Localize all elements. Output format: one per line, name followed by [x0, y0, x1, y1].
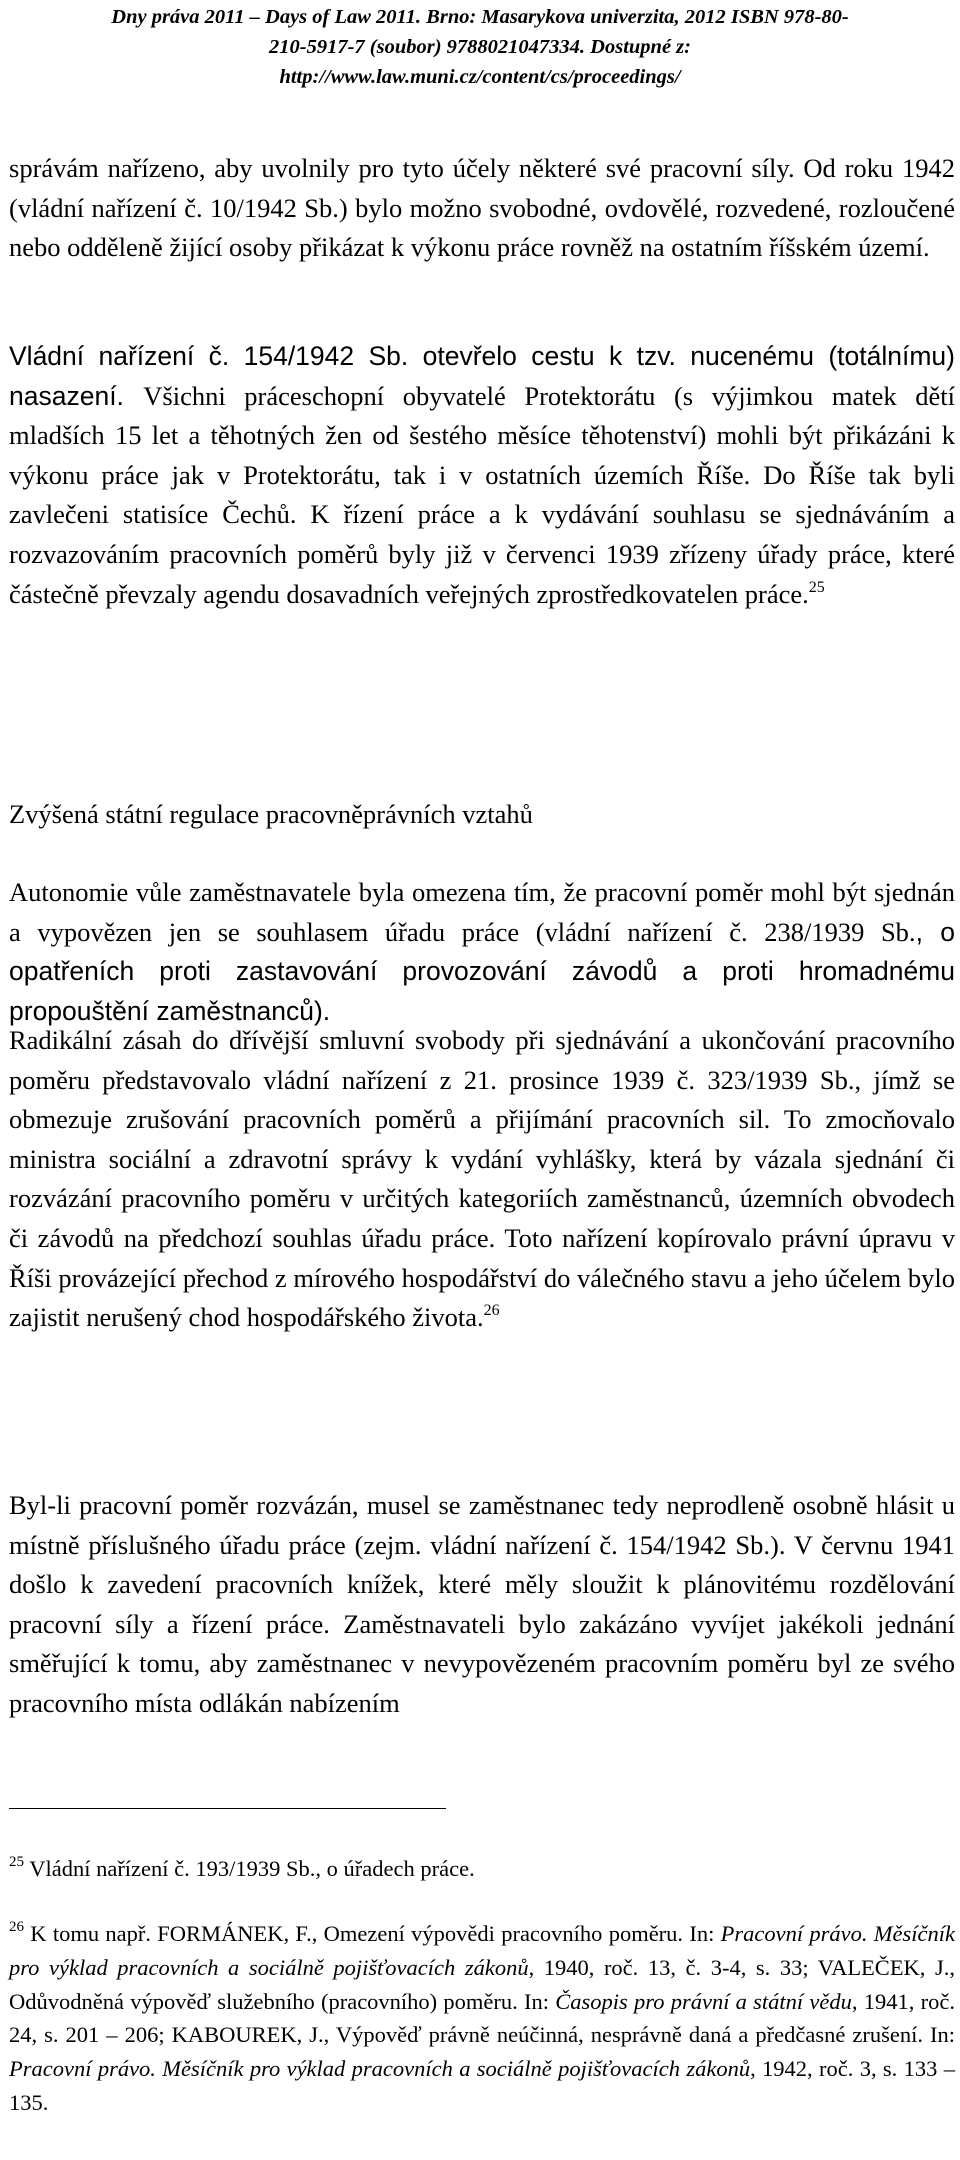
footnote-26-journal-2: Časopis pro právní a státní vědu	[555, 1988, 852, 2014]
section-heading	[9, 795, 955, 835]
footnote-26-part-g: , 1942, roč. 3, s. 133 – 135.	[9, 2056, 955, 2115]
section-heading-text: Zvýšená státní regulace pracovněprávních vztahů	[9, 799, 533, 829]
citation-line-1: Dny práva 2011 – Days of Law 2011. Brno: Masarykova univerzita, 2012 ISBN 978-80-	[111, 6, 849, 28]
paragraph-4-lead: Radikální zásah do dřívější smluvní svobody při sjednávání a ukončování pracovního poměru představovalo vládní nařízení z 21. prosince 1939 č. 323/1939 Sb.	[9, 1025, 955, 1095]
paragraph-3-text	[9, 873, 955, 1031]
footnote-26-part-c: , 1940, roč. 13, č. 3-4, s. 33; VALEČEK, J., Odůvodněná výpověď služebního (pracovního) poměru. In:	[9, 1954, 955, 2014]
citation-line-3: http://www.law.muni.cz/content/cs/proceedings/	[279, 66, 681, 88]
footnote-26-journal-1: Pracovní právo. Měsíčník pro výklad pracovních a sociálně pojišťovacích zákonů	[9, 1921, 955, 1980]
paragraph-2-lead: Vládní nařízení č. 154/1942 Sb. otevřelo cestu k tzv. nucenému (totálnímu) nasazení.	[9, 341, 955, 411]
paragraph-3	[9, 873, 955, 1031]
paragraph-1	[9, 149, 955, 268]
paragraph-5-text: Byl-li pracovní poměr rozvázán, musel se zaměstnanec tedy neprodleně osobně hlásit u místně příslušného úřadu práce (zejm. vládní nařízení č. 154/1942 Sb.). V červnu 1941 došlo k zavedení pracovních knížek, které měly sloužit k plánovitému rozdělování pracovní síly a řízení práce. Zaměstnavateli bylo zakázáno vyvíjet jakékoli jednání směřující k tomu, aby zaměstnanec v nevypovězeném pracovním poměru byl ze svého pracovního místa odlákán nabízením	[9, 1490, 955, 1718]
footnote-ref-25: 25	[808, 578, 825, 596]
footnote-26-journal-3: Pracovní právo. Měsíčník pro výklad pracovních a sociálně pojišťovacích zákonů	[9, 2056, 751, 2082]
footnote-26-part-e: , 1941, roč. 24, s. 201 – 206; KABOUREK, J., Výpověď právně neúčinná, nesprávně daná a předčasné zrušení. In:	[9, 1988, 955, 2048]
footnote-26	[9, 1917, 955, 2120]
paragraph-4	[9, 1021, 955, 1338]
paragraph-4-rest: , jímž se obmezuje zrušování pracovních poměrů a přijímání pracovních sil. To zmocňovalo ministra sociální a zdravotní správy k vydání vyhlášky, která by vázala sjednání či rozvázání pracovního poměru v určitých kategoriích zaměstnanců, územních obvodech či závodů na předchozí souhlas úřadu práce. Toto nařízení kopírovalo právní úpravu v Říši provázející přechod z mírového hospodářství do válečného stavu a jeho účelem bylo zajistit nerušený chod hospodářského života.	[9, 1064, 955, 1333]
footnote-25	[9, 1852, 955, 1886]
footnote-25-number: 25	[9, 1854, 24, 1870]
paragraph-3-lead: Autonomie vůle zaměstnavatele byla omezena tím, že pracovní poměr mohl být sjednán a vypovězen jen se souhlasem úřadu práce (vládní nařízení č. 238/1939 Sb.	[9, 877, 955, 947]
paragraph-2-middle: Všichni práceschopní obyvatelé Protektorátu (s výjimkou matek dětí mladších 15 let a těhotných žen od šestého měsíce těhotenství) mohli být přikázáni k výkonu práce jak v Protektorátu, tak i v ostatních územích Říše. Do Říše tak byli zavlečeni statisíce Čechů.	[9, 380, 955, 530]
footnote-25-text: Vládní nařízení č. 193/1939 Sb., o úřadech práce.	[29, 1856, 475, 1881]
citation-line-2: 210-5917-7 (soubor) 9788021047334. Dostupné z:	[269, 36, 691, 58]
paragraph-4-text	[9, 1021, 955, 1338]
paragraph-3-rest: , o opatřeních proti zastavování provozování závodů a proti hromadnému propouštění zaměstnanců).	[9, 916, 955, 1026]
footnote-26-part-a: K tomu např. FORMÁNEK, F., Omezení výpovědi pracovního poměru. In:	[30, 1921, 721, 1946]
paragraph-2	[9, 337, 955, 614]
paragraph-2-end: K řízení práce a k vydávání souhlasu se sjednáváním a rozvazováním pracovních poměrů byly již v červenci 1939 zřízeny úřady práce, které částečně převzaly agendu dosavadních veřejných zprostředkovatelen práce.	[9, 499, 955, 609]
paragraph-1-text: správám nařízeno, aby uvolnily pro tyto účely některé své pracovní síly. Od roku 1942 (vládní nařízení č. 10/1942 Sb.) bylo možno svobodné, ovdovělé, rozvedené, rozloučené nebo odděleně žijící osoby přikázat k výkonu práce rovněž na ostatním říšském území.	[9, 153, 955, 263]
paragraph-2-text	[9, 337, 955, 614]
paragraph-5	[9, 1486, 955, 1724]
footnote-ref-26: 26	[483, 1302, 500, 1320]
citation-header	[0, 2, 960, 92]
footnote-separator	[9, 1808, 446, 1809]
footnote-26-number: 26	[9, 1919, 24, 1935]
